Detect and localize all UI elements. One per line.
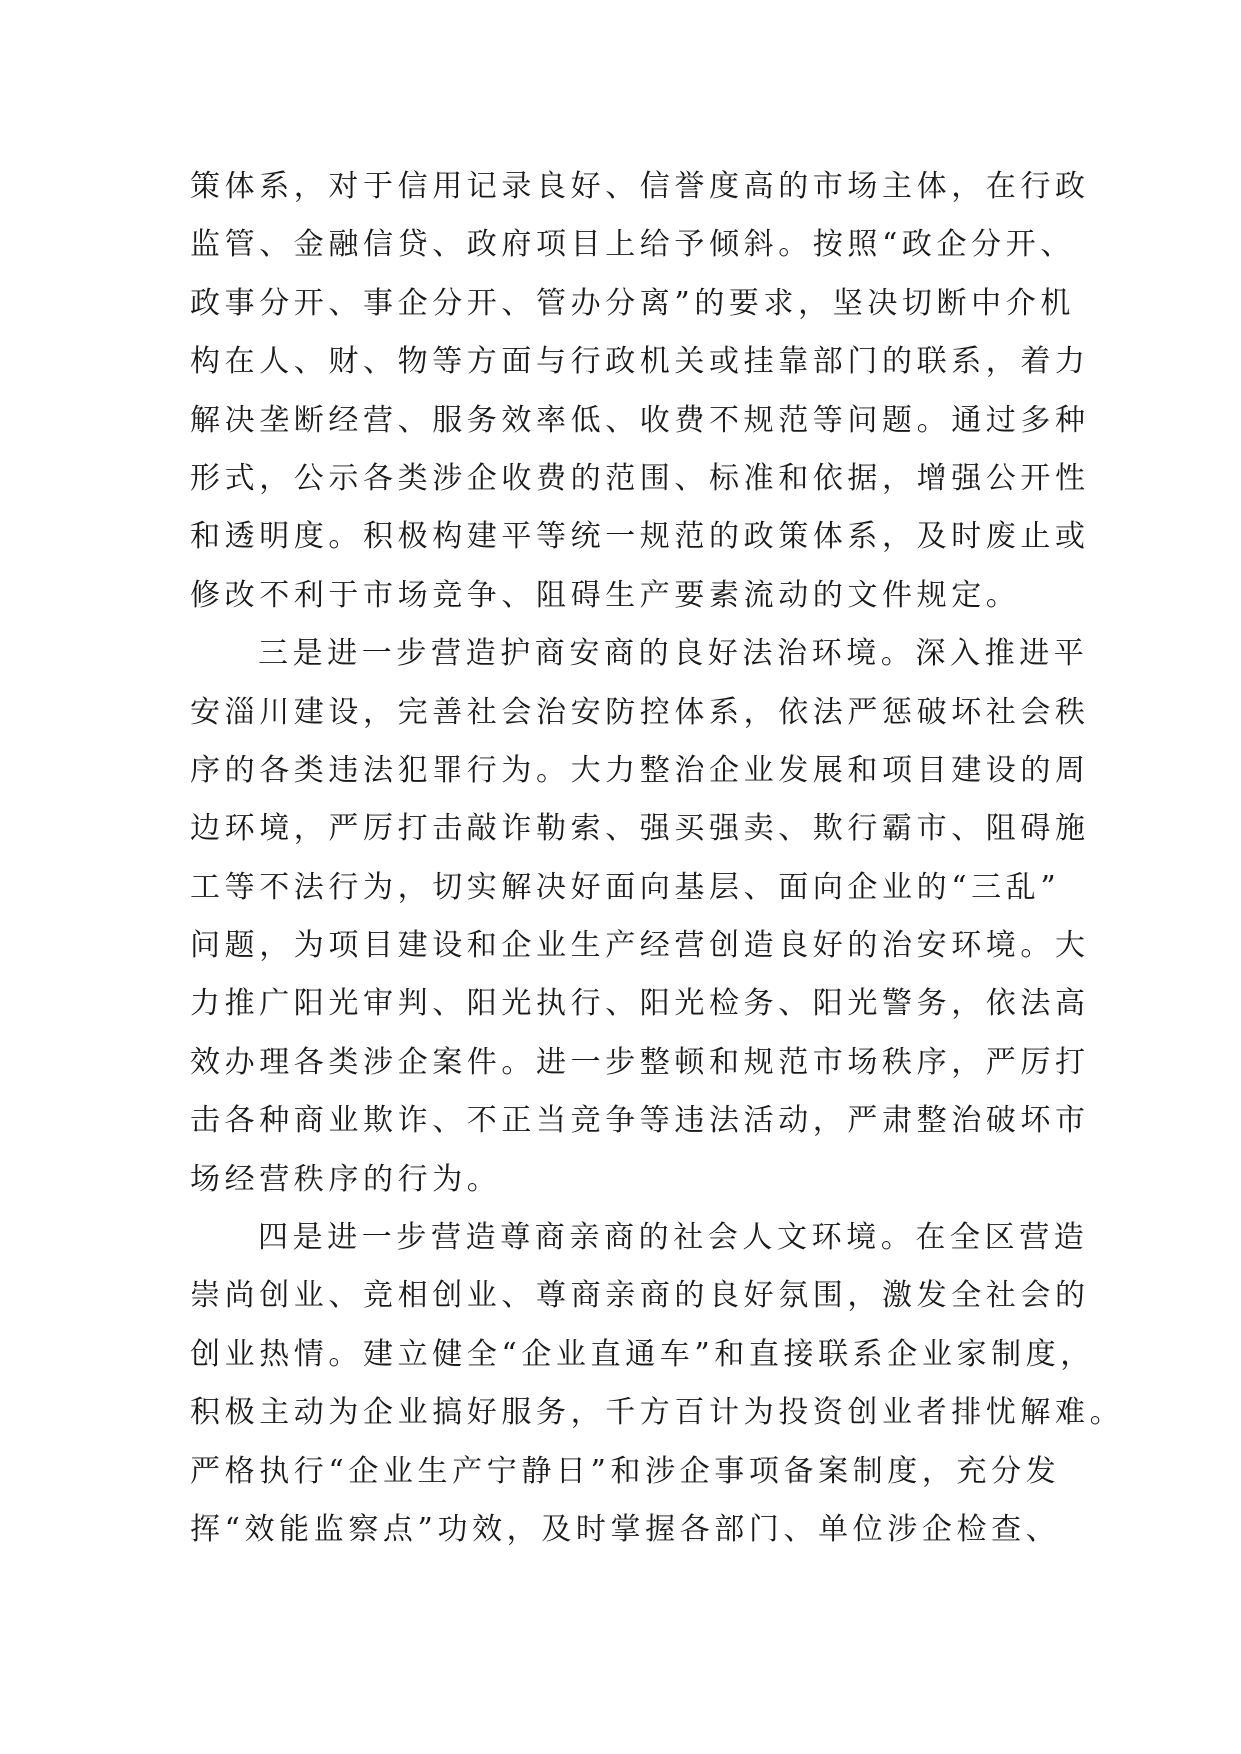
text-line: 击各种商业欺诈、不正当竞争等违法活动，严肃整治破坏市 (190, 1103, 1090, 1139)
text-line: 修改不利于市场竞争、阻碍生产要素流动的文件规定。 (190, 577, 1021, 613)
text-line: 边环境，严厉打击敲诈勒索、强买强卖、欺行霸市、阻碍施 (190, 811, 1090, 847)
text-line: 监管、金融信贷、政府项目上给予倾斜。按照“政企分开、 (190, 227, 1075, 263)
text-line: 策体系，对于信用记录良好、信誉度高的市场主体，在行政 (190, 169, 1090, 204)
text-line: 崇尚创业、竞相创业、尊商亲商的良好氛围，激发全社会的 (190, 1278, 1090, 1314)
text-line: 工等不法行为，切实解决好面向基层、面向企业的“三乱” (190, 869, 1061, 905)
paragraph-start-line: 四是进一步营造尊商亲商的社会人文环境。在全区营造 (258, 1220, 1089, 1256)
text-line: 力推广阳光审判、阳光执行、阳光检务、阳光警务，依法高 (190, 986, 1090, 1022)
text-line: 问题，为项目建设和企业生产经营创造良好的治安环境。大 (190, 928, 1090, 964)
text-line: 和透明度。积极构建平等统一规范的政策体系，及时废止或 (190, 519, 1090, 555)
text-line: 政事分开、事企分开、管办分离”的要求，坚决切断中介机 (190, 285, 1075, 321)
text-line: 挥“效能监察点”功效，及时掌握各部门、单位涉企检查、 (190, 1511, 1061, 1547)
text-line: 场经营秩序的行为。 (190, 1161, 502, 1197)
text-line: 效办理各类涉企案件。进一步整顿和规范市场秩序，严厉打 (190, 1044, 1090, 1080)
text-line: 创业热情。建立健全“企业直通车”和直接联系企业家制度， (190, 1336, 1095, 1372)
text-line: 序的各类违法犯罪行为。大力整治企业发展和项目建设的周 (190, 752, 1090, 788)
text-line: 安淄川建设，完善社会治安防控体系，依法严惩破坏社会秩 (190, 694, 1090, 730)
text-line: 积极主动为企业搞好服务，千方百计为投资创业者排忧解难。 (190, 1395, 1125, 1431)
text-line: 解决垄断经营、服务效率低、收费不规范等问题。通过多种 (190, 402, 1090, 438)
paragraph-start-line: 三是进一步营造护商安商的良好法治环境。深入推进平 (258, 636, 1089, 672)
text-line: 严格执行“企业生产宁静日”和涉企事项备案制度，充分发 (190, 1453, 1061, 1489)
text-line: 构在人、财、物等方面与行政机关或挂靠部门的联系，着力 (190, 344, 1090, 380)
text-line: 形式，公示各类涉企收费的范围、标准和依据，增强公开性 (190, 460, 1090, 496)
body-text (190, 158, 1125, 1559)
